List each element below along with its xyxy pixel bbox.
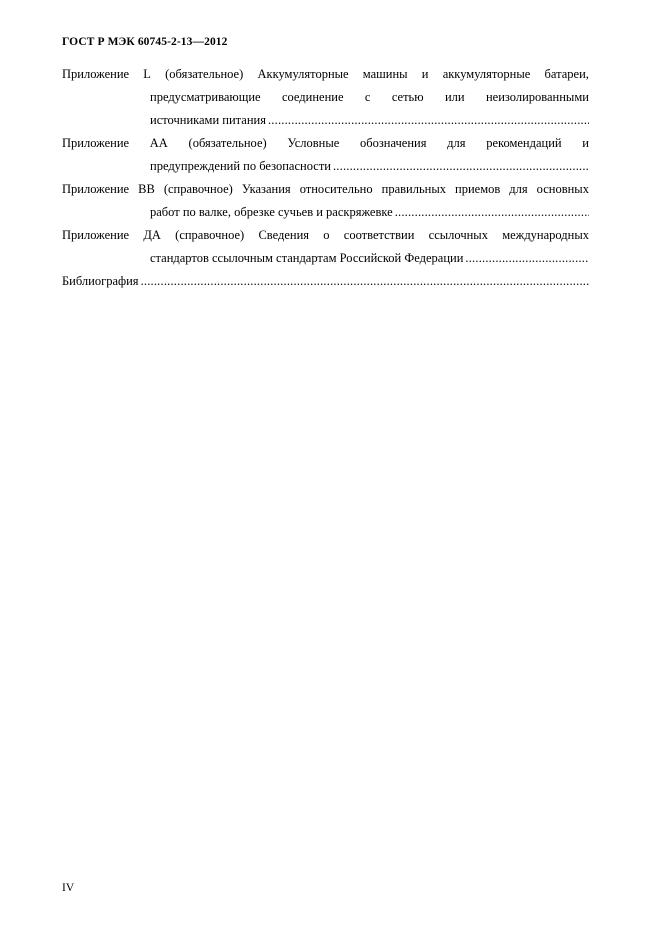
word: (справочное) [175, 228, 245, 242]
word: (справочное) [163, 182, 233, 196]
word: предусматривающие [150, 90, 261, 104]
toc-entry-text: стандартов ссылочным стандартам Российской Федерации [150, 251, 464, 265]
word: и [582, 136, 589, 150]
toc-entry-annex-l-line-3 [62, 109, 589, 132]
dot-leader [395, 201, 589, 224]
toc-entry-text: источниками питания [150, 113, 266, 127]
word: аккумуляторные [442, 67, 531, 81]
toc-entry-annex-da-line-1 [62, 224, 589, 247]
toc-entry-text: работ по валке, обрезке сучьев и раскряжевке [150, 205, 393, 219]
word: основных [536, 182, 589, 196]
toc-entry-annex-aa-line-2 [62, 155, 589, 178]
word: Приложение [62, 182, 130, 196]
word: правильных [381, 182, 446, 196]
word: Аккумуляторные [257, 67, 349, 81]
toc-entry-bibliography[interactable] [62, 270, 589, 293]
dot-leader [333, 155, 589, 178]
word: неизолированными [485, 90, 589, 104]
word: (обязательное) [165, 67, 244, 81]
word: ссылочных [428, 228, 488, 242]
document-header: ГОСТ Р МЭК 60745-2-13—2012 [62, 36, 228, 48]
toc-entry-text: Библиография [62, 274, 139, 288]
word: рекомендаций [486, 136, 562, 150]
word: Приложение [62, 228, 130, 242]
word: L [143, 67, 151, 81]
word: Указания [241, 182, 291, 196]
word: Приложение [62, 67, 130, 81]
toc-entry-bibliography-line-1 [62, 270, 589, 293]
word: батареи, [544, 67, 589, 81]
word: о [323, 228, 330, 242]
word: Приложение [62, 136, 130, 150]
toc-entry-annex-bb-line-1 [62, 178, 589, 201]
word: соответствии [343, 228, 415, 242]
toc-entry-annex-l[interactable] [62, 63, 589, 132]
toc-entry-annex-bb[interactable] [62, 178, 589, 224]
toc-entry-annex-l-line-1 [62, 63, 589, 86]
word: Сведения [258, 228, 310, 242]
word: и [421, 67, 429, 81]
toc-entry-annex-da-line-2 [62, 247, 589, 270]
word: для [447, 136, 466, 150]
word: относительно [299, 182, 373, 196]
toc-entry-annex-bb-line-2 [62, 201, 589, 224]
dot-leader [268, 109, 589, 132]
toc-entry-annex-aa[interactable] [62, 132, 589, 178]
word: международных [502, 228, 589, 242]
toc-entry-annex-l-line-2 [62, 86, 589, 109]
toc-entry-annex-da[interactable] [62, 224, 589, 270]
table-of-contents [62, 63, 589, 293]
dot-leader [141, 270, 589, 293]
word: ДА [143, 228, 161, 242]
word: приемов [455, 182, 501, 196]
word: Условные [287, 136, 340, 150]
word: ВВ [138, 182, 155, 196]
toc-entry-text: предупреждений по безопасности [150, 159, 331, 173]
toc-entry-annex-aa-line-1 [62, 132, 589, 155]
word: для [509, 182, 528, 196]
dot-leader [465, 247, 589, 270]
word: (обязательное) [188, 136, 267, 150]
word: обозначения [359, 136, 427, 150]
word: АА [149, 136, 168, 150]
word: машины [362, 67, 408, 81]
page-number: IV [62, 882, 75, 894]
word: соединение [281, 90, 344, 104]
word: с [364, 90, 371, 104]
word: или [444, 90, 465, 104]
word: сетью [391, 90, 424, 104]
